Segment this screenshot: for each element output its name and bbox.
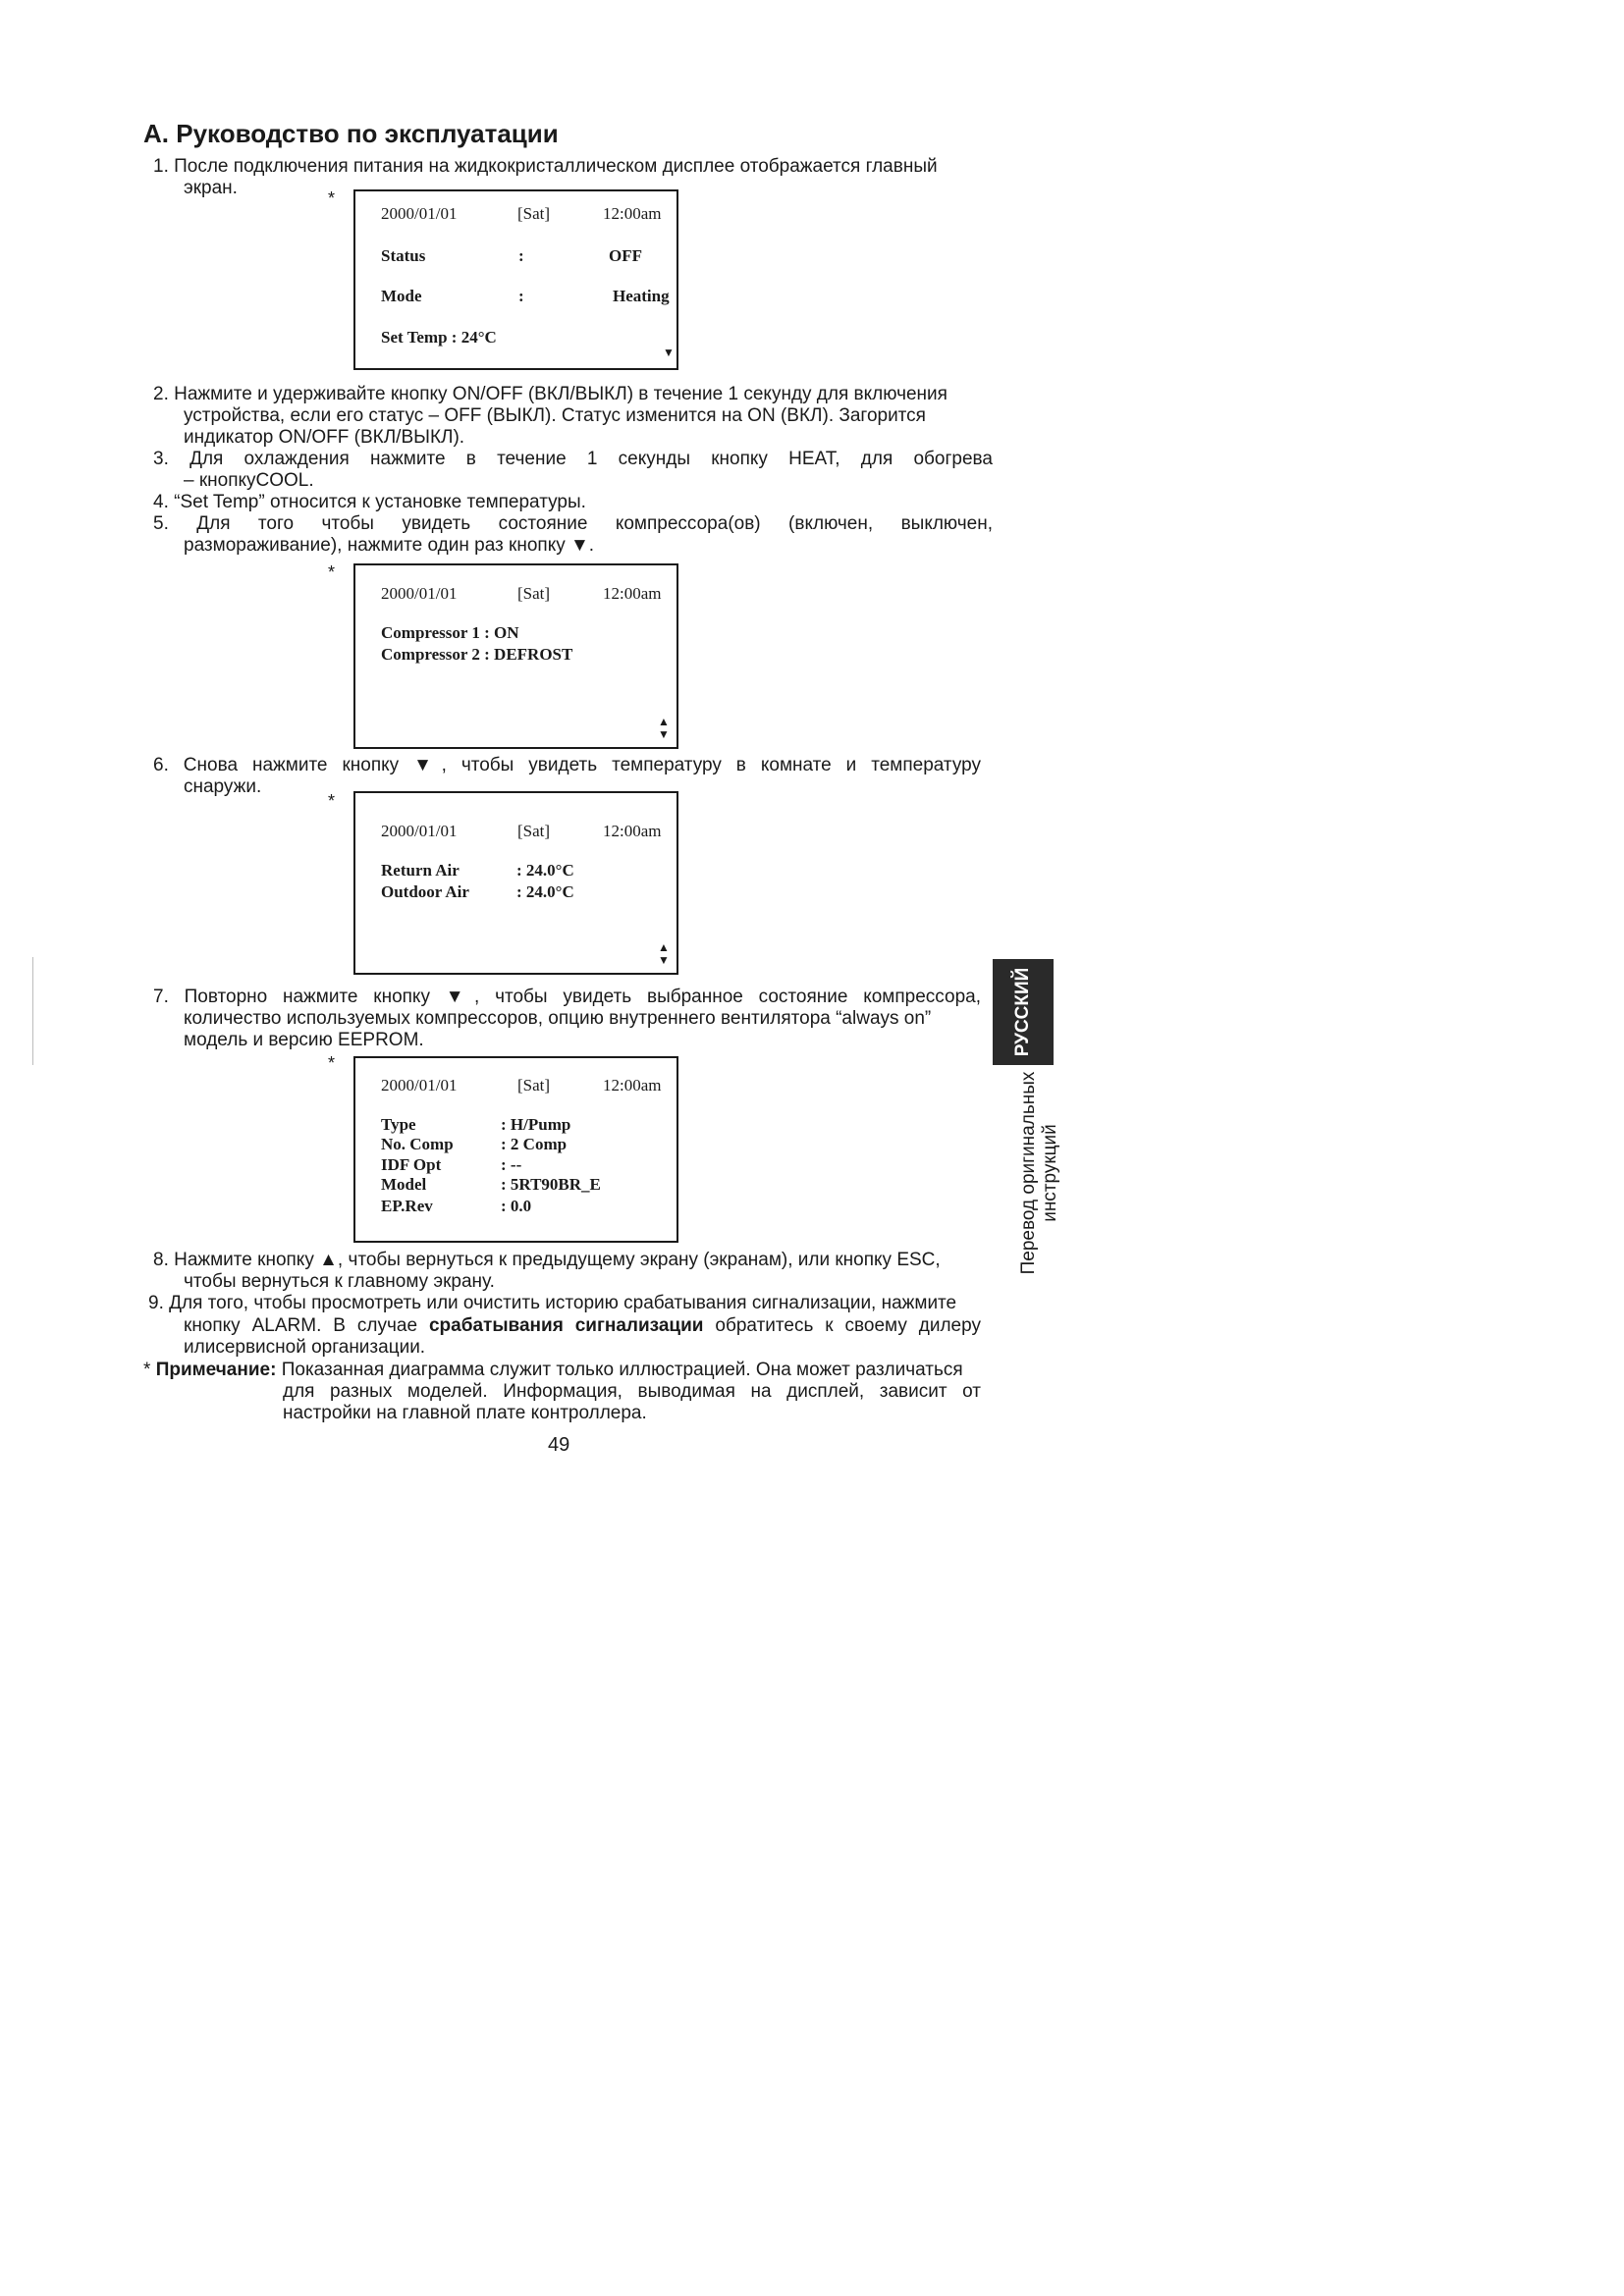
screen-time: 12:00am bbox=[603, 1076, 662, 1095]
ep-rev-value: : 0.0 bbox=[501, 1197, 532, 1215]
step-7-line-3: модель и версию EEPROM. bbox=[184, 1030, 424, 1050]
return-air-value: : 24.0°C bbox=[516, 861, 574, 880]
no-comp-label: No. Comp bbox=[381, 1135, 454, 1153]
step-2-line-2: устройства, если его статус – OFF (ВЫКЛ). Статус изменится на ON (ВКЛ). Загорится bbox=[184, 405, 926, 426]
margin-line bbox=[32, 957, 33, 1065]
idf-opt-value: : -- bbox=[501, 1155, 522, 1174]
screen-date: 2000/01/01 bbox=[381, 204, 458, 223]
step-2-line-3: индикатор ON/OFF (ВКЛ/ВЫКЛ). bbox=[184, 427, 465, 448]
asterisk-4: * bbox=[328, 1053, 336, 1073]
note-label: Примечание: bbox=[155, 1360, 277, 1380]
model-value: : 5RT90BR_E bbox=[501, 1175, 601, 1194]
step-9-line-3: илисервисной организации. bbox=[184, 1337, 426, 1358]
step-7-line-2: количество используемых компрессоров, опцию внутреннего вентилятора “always on” bbox=[184, 1008, 932, 1029]
mode-label: Mode bbox=[381, 287, 422, 305]
step-9-bold-text: срабатывания сигнализации bbox=[428, 1315, 704, 1336]
scroll-down-icon: ▼ bbox=[663, 346, 675, 359]
set-temp-line: Set Temp : 24°C bbox=[381, 328, 497, 347]
type-label: Type bbox=[381, 1115, 416, 1134]
note-text-1: Показанная диаграмма служит только иллюстрацией. Она может различаться bbox=[276, 1360, 963, 1380]
lcd-screen-compressor bbox=[353, 563, 678, 749]
scroll-down-icon: ▼ bbox=[658, 953, 670, 967]
step-9-text-a: кнопку ALARM. В случае bbox=[184, 1315, 429, 1336]
scroll-down-icon: ▼ bbox=[658, 727, 670, 741]
status-separator: : bbox=[518, 246, 524, 265]
status-label: Status bbox=[381, 246, 426, 265]
compressor-1-line: Compressor 1 : ON bbox=[381, 623, 519, 642]
model-label: Model bbox=[381, 1175, 427, 1194]
language-tab bbox=[993, 959, 1054, 1065]
return-air-label: Return Air bbox=[381, 861, 460, 880]
screen-date: 2000/01/01 bbox=[381, 822, 458, 840]
scroll-up-icon: ▲ bbox=[658, 715, 670, 728]
asterisk-1: * bbox=[328, 188, 336, 208]
mode-value: Heating bbox=[613, 287, 670, 305]
step-3-line-1: 3. Для охлаждения нажмите в течение 1 секунды кнопку HEAT, для обогрева bbox=[153, 449, 993, 469]
step-6-line-2: снаружи. bbox=[184, 776, 262, 797]
step-5-line-2: размораживание), нажмите один раз кнопку ▼. bbox=[184, 535, 595, 556]
lcd-screen-air-temperature bbox=[353, 791, 678, 975]
note-line-1 bbox=[143, 1360, 963, 1381]
step-9-line-2 bbox=[184, 1315, 981, 1337]
type-value: : H/Pump bbox=[501, 1115, 571, 1134]
outdoor-air-value: : 24.0°C bbox=[516, 882, 574, 901]
side-caption-line-2: инструкций bbox=[1040, 1124, 1060, 1222]
language-tab-label: РУССКИЙ bbox=[1012, 967, 1033, 1057]
screen-time: 12:00am bbox=[603, 584, 662, 603]
step-9-line-1: 9. Для того, чтобы просмотреть или очистить историю срабатывания сигнализации, нажмите bbox=[148, 1293, 957, 1313]
compressor-2-line: Compressor 2 : DEFROST bbox=[381, 645, 573, 664]
screen-date: 2000/01/01 bbox=[381, 1076, 458, 1095]
lcd-screen-main bbox=[353, 189, 678, 370]
lcd-screen-system-info bbox=[353, 1056, 678, 1243]
mode-separator: : bbox=[518, 287, 524, 305]
ep-rev-label: EP.Rev bbox=[381, 1197, 433, 1215]
screen-day: [Sat] bbox=[517, 584, 551, 603]
side-caption-line-1: Перевод оригинальных bbox=[1018, 1071, 1039, 1275]
step-7-line-1: 7. Повторно нажмите кнопку ▼, чтобы увидеть выбранное состояние компрессора, bbox=[153, 987, 981, 1007]
step-8-line-1: 8. Нажмите кнопку ▲, чтобы вернуться к предыдущему экрану (экранам), или кнопку ESC, bbox=[153, 1250, 941, 1270]
screen-day: [Sat] bbox=[517, 1076, 551, 1095]
asterisk-3: * bbox=[328, 791, 336, 811]
step-2-line-1: 2. Нажмите и удерживайте кнопку ON/OFF (ВКЛ/ВЫКЛ) в течение 1 секунду для включения bbox=[153, 384, 947, 404]
note-line-2: для разных моделей. Информация, выводимая на дисплей, зависит от bbox=[283, 1381, 981, 1402]
screen-day: [Sat] bbox=[517, 822, 551, 840]
scroll-up-icon: ▲ bbox=[658, 940, 670, 954]
page-number: 49 bbox=[548, 1434, 570, 1456]
screen-date: 2000/01/01 bbox=[381, 584, 458, 603]
idf-opt-label: IDF Opt bbox=[381, 1155, 442, 1174]
step-6-line-1: 6. Снова нажмите кнопку ▼, чтобы увидеть температуру в комнате и температуру bbox=[153, 755, 981, 775]
screen-day: [Sat] bbox=[517, 204, 551, 223]
note-line-3: настройки на главной плате контроллера. bbox=[283, 1403, 647, 1423]
step-9-text-c: обратитесь к своему дилеру bbox=[703, 1315, 981, 1336]
screen-time: 12:00am bbox=[603, 204, 662, 223]
step-1-line-1: 1. После подключения питания на жидкокристаллическом дисплее отображается главный bbox=[153, 156, 938, 177]
outdoor-air-label: Outdoor Air bbox=[381, 882, 469, 901]
step-3-line-2: – кнопкуCOOL. bbox=[184, 470, 314, 491]
no-comp-value: : 2 Comp bbox=[501, 1135, 568, 1153]
status-value: OFF bbox=[609, 246, 642, 265]
step-4-line-1: 4. “Set Temp” относится к установке температуры. bbox=[153, 492, 586, 512]
step-1-line-2: экран. bbox=[184, 178, 238, 198]
step-5-line-1: 5. Для того чтобы увидеть состояние компрессора(ов) (включен, выключен, bbox=[153, 513, 993, 534]
screen-time: 12:00am bbox=[603, 822, 662, 840]
asterisk-2: * bbox=[328, 562, 336, 582]
step-8-line-2: чтобы вернуться к главному экрану. bbox=[184, 1271, 495, 1292]
page-title: A. Руководство по эксплуатации bbox=[143, 119, 559, 148]
note-asterisk: * bbox=[143, 1360, 156, 1380]
